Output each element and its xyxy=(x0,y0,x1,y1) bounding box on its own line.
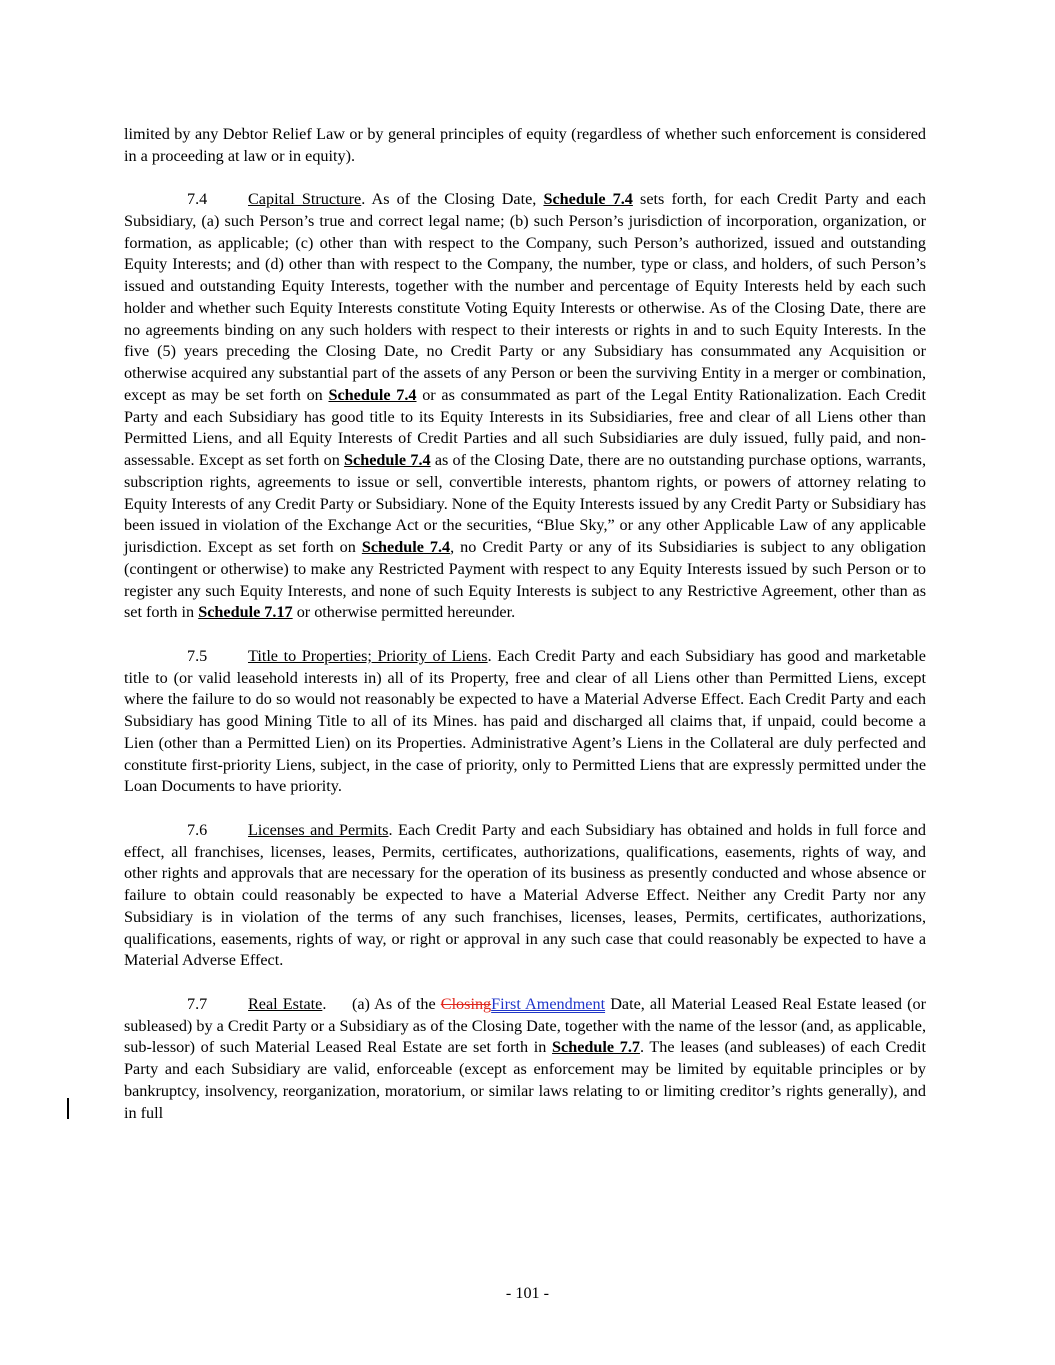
section-text: as of the Closing Date, there are no outstanding purchase options, warrants, subscription rights, agreements to issue or sell, convertible interests, phantom rights, or powers of attorney relating to Equity Interests of any Credit Party or Subsidiary. None of the Equity Interests issued by any Credit Party or Subsidiary has been issued in violation of the Exchange Act or the securities, “Blue Sky,” or any other Applicable Law of any applicable jurisdiction. Except as set forth on xyxy=(124,451,926,557)
section-text: or as consummated as part of the Legal Entity Rationalization. Each Credit Party and each Subsidiary has good title to its Equity Interests in its Subsidiaries, free and clear of all Liens other than Permitted Liens, and all Equity Interests of Credit Parties and all such Subsidiaries are duly issued, fully paid, and non-assessable. Except as set forth on xyxy=(124,385,926,470)
section-heading: Real Estate xyxy=(248,994,323,1013)
section-text: sets forth, for each Credit Party and each Subsidiary, (a) such Person’s true and correct legal name; (b) such Person’s jurisdiction of incorporation, organization, or formation, as applicable; (c) other than with respect to the Company, such Person’s authorized, issued and outstanding Equity Interests; and (d) other than with respect to the Company, the number, type or class, and holders, of such Person’s issued and outstanding Equity Interests, together with the number and percentage of Equity Interests held by each such holder and whether such Equity Interests constitute Voting Equity Interests or otherwise. As of the Closing Date, there are no agreements binding on any such holders with respect to their interests or rights in and to such Equity Interests. In the five (5) years preceding the Closing Date, no Credit Party or any Subsidiary has consummated any Acquisition or otherwise acquired any substantial part of the assets of any Person or been the surviving Entity in a merger or combination, except as may be set forth on xyxy=(124,190,926,404)
section-number: 7.7 xyxy=(187,994,208,1013)
section-text: . As of the Closing Date, xyxy=(361,190,544,209)
schedule-reference: Schedule 7.4 xyxy=(543,190,633,209)
section-7-7 xyxy=(124,994,926,1125)
section-7-5 xyxy=(124,646,926,798)
section-number: 7.4 xyxy=(187,190,208,209)
schedule-reference: Schedule 7.4 xyxy=(328,385,417,404)
section-text: . (a) As of the xyxy=(322,994,441,1013)
change-bar xyxy=(67,1098,69,1119)
intro-paragraph: limited by any Debtor Relief Law or by general principles of equity (regardless of whether such enforcement is considered in a proceeding at law or in equity). xyxy=(124,125,926,165)
schedule-reference: Schedule 7.17 xyxy=(198,603,293,622)
section-text: . Each Credit Party and each Subsidiary has obtained and holds in full force and effect, all franchises, licenses, leases, Permits, certificates, authorizations, qualifications, easements, rights of way, and other rights and approvals that are necessary for the operation of its business as presently conducted and whose absence or failure to obtain could reasonably be expected to have a Material Adverse Effect. Neither any Credit Party nor any Subsidiary is in violation of the terms of any such franchises, licenses, leases, Permits, certificates, authorizations, qualifications, easements, rights of way, or right or approval in any such case that could reasonably be expected to have a Material Adverse Effect. xyxy=(124,820,926,970)
schedule-reference: Schedule 7.4 xyxy=(361,538,451,557)
section-text: , no Credit Party or any of its Subsidiaries is subject to any obligation (contingent or otherwise) to make any Restricted Payment with respect to any Equity Interests issued by such Person or to register any such Equity Interests, and none of such Equity Interests is subject to any Restrictive Agreement, other than as set forth in xyxy=(124,538,926,622)
section-7-4 xyxy=(124,189,926,624)
section-number: 7.5 xyxy=(187,646,208,665)
section-text: . Each Credit Party and each Subsidiary has good and marketable title to (or valid leasehold interests in) all of its Property, free and clear of all Liens other than Permitted Liens, except where the failure to do so would not reasonably be expected to have a Material Adverse Effect. Each Credit Party and each Subsidiary has good Mining Title to all of its Mines. has paid and discharged all claims that, if unpaid, could become a Lien (other than a Permitted Lien) on its Properties. Administrative Agent’s Liens in the Collateral are duly perfected and constitute first-priority Liens, subject, in the case of priority, only to Permitted Liens that are expressly permitted under the Loan Documents to have priority. xyxy=(124,646,926,796)
schedule-reference: Schedule 7.4 xyxy=(344,451,431,470)
section-heading: Licenses and Permits xyxy=(248,820,389,839)
deleted-text: Closing xyxy=(440,994,492,1013)
page-number: - 101 - xyxy=(505,1284,550,1302)
section-text: . The leases (and subleases) of each Credit Party and each Subsidiary are valid, enforceable (except as enforcement may be limited by equitable principles or by bankruptcy, insolvency, reorganization, moratorium, or similar laws relating to or limiting creditor’s rights generally), and in full xyxy=(124,1038,926,1122)
schedule-reference: Schedule 7.7 xyxy=(552,1038,640,1057)
document-page xyxy=(124,124,926,1146)
section-text: or otherwise permitted hereunder. xyxy=(292,603,516,622)
section-heading: Title to Properties; Priority of Liens xyxy=(248,646,488,665)
section-number: 7.6 xyxy=(187,820,208,839)
inserted-text: First Amendment xyxy=(491,994,606,1013)
section-7-6 xyxy=(124,820,926,972)
section-heading: Capital Structure xyxy=(248,190,362,209)
section-text: Date, all Material Leased Real Estate leased (or subleased) by a Credit Party or a Subsidiary as of the Closing Date, together with the name of the lessor (and, as applicable, sub-lessor) of such Material Leased Real Estate are set forth in xyxy=(124,994,926,1057)
